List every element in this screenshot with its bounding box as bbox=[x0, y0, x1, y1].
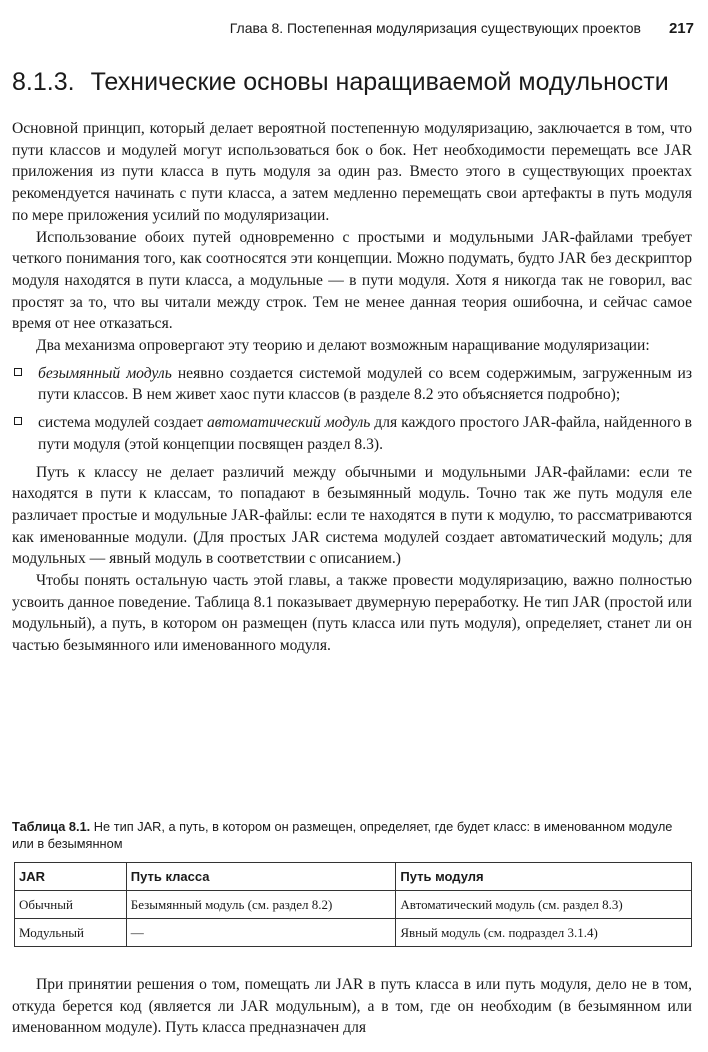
paragraph-6: При принятии решения о том, помещать ли JAR в путь класса в или путь модуля, дело не в том, откуда берется код (является ли JAR модульным), а в том, где он необходим (в безымянном или именованном модуле). Путь класса предназначен для bbox=[12, 976, 692, 1037]
table-cell: — bbox=[126, 919, 396, 947]
checkbox-bullet-icon bbox=[14, 368, 22, 376]
section-heading bbox=[12, 68, 702, 97]
table-cell: Безымянный модуль (см. раздел 8.2) bbox=[126, 891, 396, 919]
paragraph-2: Использование обоих путей одновременно с простыми и модульными JAR-файлами требует четкого понимания того, как соотносятся эти концепции. Можно подумать, будто JAR без дескриптор модуля находятся в пути класса, а модульные — в пути модуля. Хотя я никогда так не говорил, вас простят за то, что вы читали между строк. Тем не менее данная теория ошибочна, и сейчас самое время от нее отказаться. bbox=[12, 228, 692, 333]
paragraph-1: Основной принцип, который делает вероятной постепенную модуляризацию, заключается в том, что пути классов и модулей могут использоваться бок о бок. Нет необходимости перемещать все JAR приложения из пути класса в путь модуля за один раз. Вместо этого в существующих проектах рекомендуется начинать с пути класса, а затем медленно перемещать свои артефакты в путь модуля по мере приложения усилий по модуляризации. bbox=[12, 120, 692, 224]
running-head bbox=[12, 20, 694, 37]
list-item bbox=[12, 412, 692, 455]
list-item-prefix: система модулей создает bbox=[38, 414, 207, 432]
list-item bbox=[12, 363, 692, 406]
list-item-text: для каждого простого JAR-файла, найденного в пути модуля (этой концепции посвящен раздел 8.3). bbox=[38, 414, 693, 453]
paragraph-3: Два механизма опровергают эту теорию и делают возможным наращивание модуляризации: bbox=[36, 337, 650, 355]
body-text bbox=[12, 118, 692, 657]
term-automatic-module: автоматический модуль bbox=[206, 414, 371, 432]
section-title-text: Технические основы наращиваемой модульности bbox=[90, 68, 669, 96]
column-header-class-path: Путь класса bbox=[126, 863, 396, 891]
table-caption-label: Таблица 8.1. bbox=[12, 819, 91, 834]
section-number: 8.1.3. bbox=[12, 68, 75, 96]
body-text-continued bbox=[12, 974, 692, 1039]
column-header-module-path: Путь модуля bbox=[396, 863, 692, 891]
table-row bbox=[15, 919, 692, 947]
table-row bbox=[15, 891, 692, 919]
jar-path-table bbox=[14, 862, 692, 947]
paragraph-4: Путь к классу не делает различий между обычными и модульными JAR-файлами: если те находятся в пути к классам, то попадают в безымянный модуль. Точно так же путь модуля еле различает простые и модульные JAR-файлы: если те находятся в пути к модулю, то рассматриваются как именованные модули. (Для простых JAR система модулей создает автоматический модуль; для модульных — явный модуль в соответствии с описанием.) bbox=[12, 463, 692, 568]
table-cell: Явный модуль (см. подраздел 3.1.4) bbox=[396, 919, 692, 947]
checkbox-bullet-icon bbox=[14, 417, 22, 425]
table-cell: Модульный bbox=[15, 919, 127, 947]
bullet-list bbox=[12, 363, 692, 456]
page-number: 217 bbox=[668, 20, 694, 37]
chapter-title: Глава 8. Постепенная модуляризация существующих проектов bbox=[229, 20, 641, 36]
term-unnamed-module: безымянный модуль bbox=[38, 364, 172, 382]
table-cell: Автоматический модуль (см. раздел 8.3) bbox=[396, 891, 692, 919]
table-cell: Обычный bbox=[15, 891, 127, 919]
paragraph-5: Чтобы понять остальную часть этой главы, а также провести модуляризацию, важно полностью усвоить данное поведение. Таблица 8.1 показывает двумерную переработку. Не тип JAR (простой или модульный), а путь, в котором он размещен (путь класса или путь модуля), определяет, станет ли он частью безымянного или именованного модуля. bbox=[12, 572, 692, 655]
column-header-jar: JAR bbox=[15, 863, 127, 891]
table-caption bbox=[12, 818, 692, 852]
table-caption-text: Не тип JAR, а путь, в котором он размещен, определяет, где будет класс: в именованном модуле или в безымянном bbox=[12, 819, 673, 851]
table-header-row bbox=[15, 863, 692, 891]
list-item-text: неявно создается системой модулей со всем содержимым, загруженным из пути классов. В нем живет хаос пути классов (в разделе 8.2 это объясняется подробно); bbox=[38, 364, 692, 404]
